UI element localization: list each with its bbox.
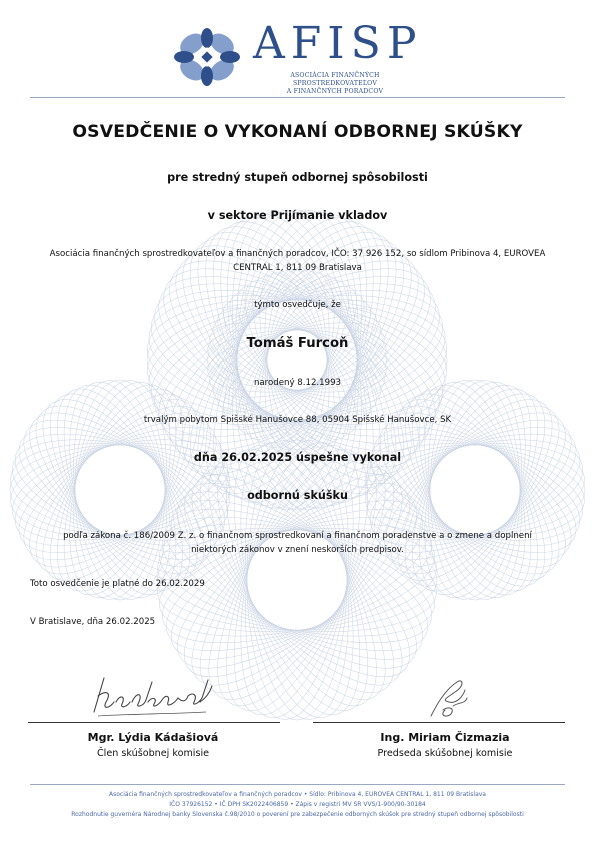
guilloche-ellipse xyxy=(136,252,459,467)
footer-line-1: Asociácia finančných sprostredkovateľov a finančných poradcov • Sídlo: Pribinova 4, EUROVEA CENTRAL 1, 811 09 Bratislava xyxy=(109,791,486,798)
guilloche-ellipse xyxy=(136,242,459,478)
law-reference xyxy=(30,529,565,557)
left-signature-image xyxy=(88,672,218,722)
right-signature-line xyxy=(313,722,565,723)
header xyxy=(0,0,595,100)
place-date: V Bratislave, dňa 26.02.2025 xyxy=(30,617,156,627)
afisp-subtitle-line1: ASOCIÁCIA FINANČNÝCH SPROSTREDKOVATEĽOV xyxy=(290,72,380,87)
certificate-level: pre stredný stupeň odbornej spôsobilosti xyxy=(167,171,428,184)
guilloche-ellipse xyxy=(202,298,391,422)
left-signatory-name: Mgr. Lýdia Kádašiová xyxy=(87,731,219,744)
right-signatory-name: Ing. Miriam Čizmazia xyxy=(380,731,510,744)
left-signature-line xyxy=(28,722,280,723)
birth-date: narodený 8.12.1993 xyxy=(253,378,342,388)
exam-date: dňa 26.02.2025 úspešne vykonal xyxy=(193,451,402,464)
left-signatory-role: Člen skúšobnej komisie xyxy=(96,748,210,759)
guilloche-ellipse xyxy=(136,252,459,467)
certifies-text: týmto osvedčuje, že xyxy=(254,300,341,310)
certificate-sector: v sektore Prijímanie vkladov xyxy=(207,209,388,222)
guilloche-ellipse xyxy=(187,433,407,727)
guilloche-ellipse xyxy=(147,300,447,420)
footer-divider xyxy=(30,784,565,785)
footer-line-2: IČO 37926152 • IČ DPH SK2022406859 • Zápis v registri MV SR VVS/1-900/90-30184 xyxy=(169,801,426,808)
guilloche-ellipse xyxy=(234,436,361,724)
issuer-line-1: Asociácia finančných sprostredkovateľov a finančných poradcov, IČO: 37 926 152, so sídlom Pribinova 4, EUROVEA xyxy=(49,249,546,259)
afisp-subtitle-line2: A FINANČNÝCH PORADCOV xyxy=(286,88,384,95)
afisp-wordmark: AFISP xyxy=(253,18,423,69)
guilloche-ellipse xyxy=(234,436,361,724)
footer-line-3: Rozhodnutie guvernéra Národnej banky Slovenska č.98/2010 o poverení pre zabezpečenie odborných skúšok pre stredný stupeň odbornej spôsobilosti xyxy=(71,811,524,818)
law-line-1: podľa zákona č. 186/2009 Z. z. o finančnom sprostredkovaní a finančnom poradenstve a o zmene a doplnení xyxy=(63,531,532,541)
afisp-logo-icon xyxy=(172,26,242,88)
afisp-subtitle xyxy=(250,72,420,96)
residence: trvalým pobytom Spišské Hanušovce 88, 05904 Spišské Hanušovce, SK xyxy=(143,415,452,425)
law-line-2: niektorých zákonov v znení neskorších predpisov. xyxy=(191,545,404,555)
guilloche-ellipse xyxy=(202,298,391,422)
header-divider xyxy=(30,97,565,98)
certificate-title: OSVEDČENIE O VYKONANÍ ODBORNEJ SKÚŠKY xyxy=(72,122,523,142)
validity-text: Toto osvedčenie je platné do 26.02.2029 xyxy=(30,579,205,589)
person-name: Tomáš Furcoň xyxy=(246,336,349,351)
issuer-text xyxy=(30,247,565,275)
guilloche-ellipse xyxy=(136,242,459,478)
issuer-line-2: CENTRAL 1, 811 09 Bratislava xyxy=(233,263,362,273)
right-signatory-role: Predseda skúšobnej komisie xyxy=(377,748,513,759)
right-signature-image xyxy=(425,676,473,720)
guilloche-ellipse xyxy=(187,433,407,727)
exam-name: odbornú skúšku xyxy=(247,489,348,502)
